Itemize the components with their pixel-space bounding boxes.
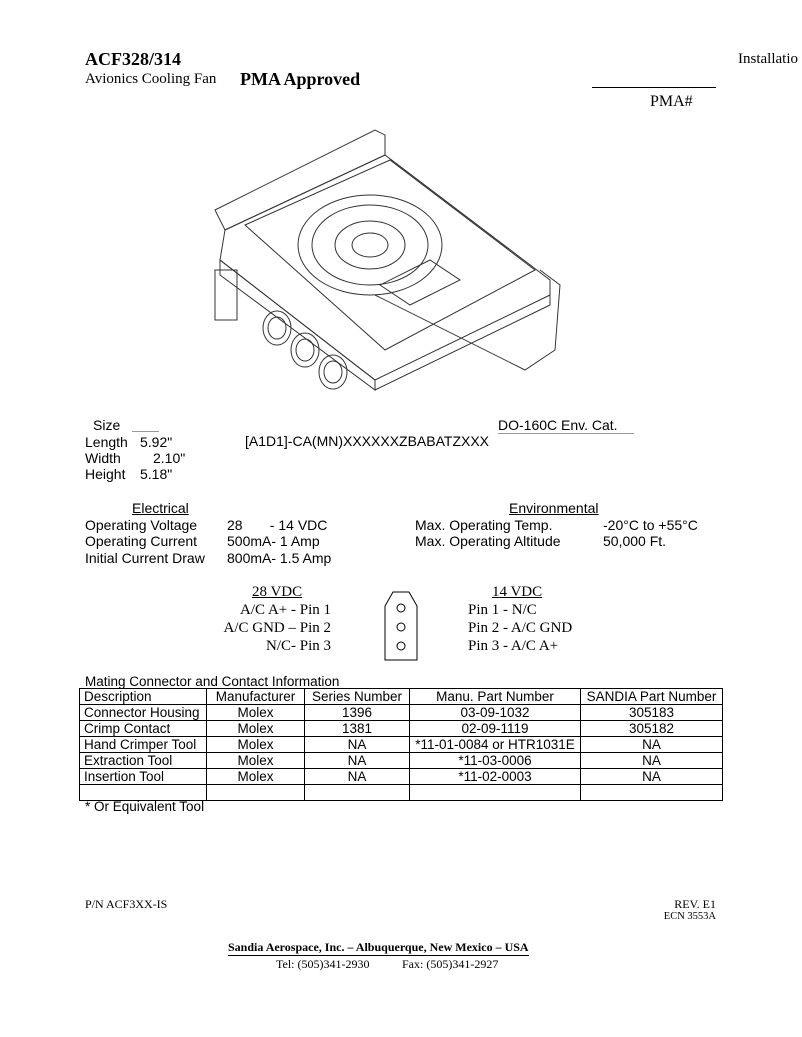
table-row — [80, 753, 723, 769]
pin-right: Pin 2 - A/C GND — [468, 620, 573, 636]
table-cell: NA — [581, 753, 723, 769]
size-label: Size — [93, 417, 121, 433]
table-cell: NA — [305, 753, 410, 769]
table-cell — [581, 785, 723, 801]
length-value: 5.92" — [140, 434, 173, 450]
table-cell: Insertion Tool — [80, 769, 207, 785]
table-cell: Molex — [207, 721, 305, 737]
width-label: Width — [85, 450, 121, 466]
fax: Fax: (505)341-2927 — [402, 957, 499, 971]
approval: PMA Approved — [240, 69, 361, 89]
table-cell: NA — [581, 737, 723, 753]
table-cell: Description — [80, 689, 207, 705]
table-cell: Manu. Part Number — [410, 689, 581, 705]
table-cell: Series Number — [305, 689, 410, 705]
table-cell: *11-03-0006 — [410, 753, 581, 769]
elec-value: 500mA- 1 Amp — [227, 533, 320, 549]
table-cell: *11-01-0084 or HTR1031E — [410, 737, 581, 753]
table-cell: Extraction Tool — [80, 753, 207, 769]
table-cell — [410, 785, 581, 801]
elec-value: 800mA- 1.5 Amp — [227, 550, 332, 566]
env-cat-code: [A1D1]-CA(MN)XXXXXXZBABATZXXX — [245, 433, 490, 449]
model-title: ACF328/314 — [85, 49, 181, 69]
table-cell: NA — [581, 769, 723, 785]
size-underline — [132, 431, 159, 432]
table-cell: Molex — [207, 705, 305, 721]
pins-14vdc-title: 14 VDC — [492, 584, 543, 600]
mating-caption: Mating Connector and Contact Information — [85, 674, 340, 689]
table-cell: Crimp Contact — [80, 721, 207, 737]
pin-left: N/C- Pin 3 — [265, 638, 331, 654]
env-cat-label: DO-160C Env. Cat. — [498, 417, 618, 433]
table-cell — [207, 785, 305, 801]
table-cell: 02-09-1119 — [410, 721, 581, 737]
env-value: 50,000 Ft. — [603, 533, 667, 549]
table-cell: NA — [305, 737, 410, 753]
revision: REV. E1 — [674, 897, 716, 911]
table-row — [80, 769, 723, 785]
table-cell: 1396 — [305, 705, 410, 721]
table-row — [80, 705, 723, 721]
table-row — [80, 721, 723, 737]
mating-table — [79, 688, 723, 801]
elec-label: Operating Voltage — [85, 517, 198, 533]
pma-label: PMA# — [650, 93, 693, 110]
table-cell: NA — [305, 769, 410, 785]
footnote: * Or Equivalent Tool — [85, 799, 205, 814]
telephone: Tel: (505)341-2930 — [276, 957, 370, 971]
height-value: 5.18" — [140, 466, 173, 482]
table-cell — [305, 785, 410, 801]
width-value: 2.10" — [153, 450, 186, 466]
elec-label: Operating Current — [85, 533, 198, 549]
table-cell: Connector Housing — [80, 705, 207, 721]
table-cell: Hand Crimper Tool — [80, 737, 207, 753]
electrical-title: Electrical — [132, 500, 189, 516]
table-cell: 1381 — [305, 721, 410, 737]
height-label: Height — [85, 466, 126, 482]
env-value: -20°C to +55°C — [603, 517, 698, 533]
table-cell: Molex — [207, 753, 305, 769]
env-label: Max. Operating Temp. — [415, 517, 553, 533]
table-cell: *11-02-0003 — [410, 769, 581, 785]
table-header-row — [80, 689, 723, 705]
table-cell: 03-09-1032 — [410, 705, 581, 721]
pins-28vdc-title: 28 VDC — [252, 584, 303, 600]
pin-right: Pin 3 - A/C A+ — [468, 638, 559, 654]
pin-left: A/C A+ - Pin 1 — [240, 602, 331, 618]
part-number: P/N ACF3XX-IS — [85, 897, 168, 911]
table-cell: Molex — [207, 737, 305, 753]
table-cell: SANDIA Part Number — [581, 689, 723, 705]
ecn: ECN 3553A — [663, 911, 716, 922]
doc-type: Installatio — [738, 51, 798, 67]
pin-right: Pin 1 - N/C — [468, 602, 537, 618]
company: Sandia Aerospace, Inc. – Albuquerque, New Mexico – USA — [228, 940, 529, 954]
elec-label: Initial Current Draw — [85, 550, 205, 566]
subtitle: Avionics Cooling Fan — [85, 71, 217, 87]
table-cell: 305182 — [581, 721, 723, 737]
connector-diagram — [383, 590, 419, 662]
table-row — [80, 737, 723, 753]
environmental-title: Environmental — [509, 500, 599, 516]
pma-line — [592, 87, 716, 88]
table-cell: Manufacturer — [207, 689, 305, 705]
fan-illustration — [205, 110, 565, 400]
env-label: Max. Operating Altitude — [415, 533, 561, 549]
elec-value: 28 - 14 VDC — [227, 517, 328, 533]
table-cell: Molex — [207, 769, 305, 785]
env-cat-underline — [498, 433, 634, 434]
table-cell: 305183 — [581, 705, 723, 721]
pin-left: A/C GND – Pin 2 — [223, 620, 331, 636]
length-label: Length — [85, 434, 128, 450]
